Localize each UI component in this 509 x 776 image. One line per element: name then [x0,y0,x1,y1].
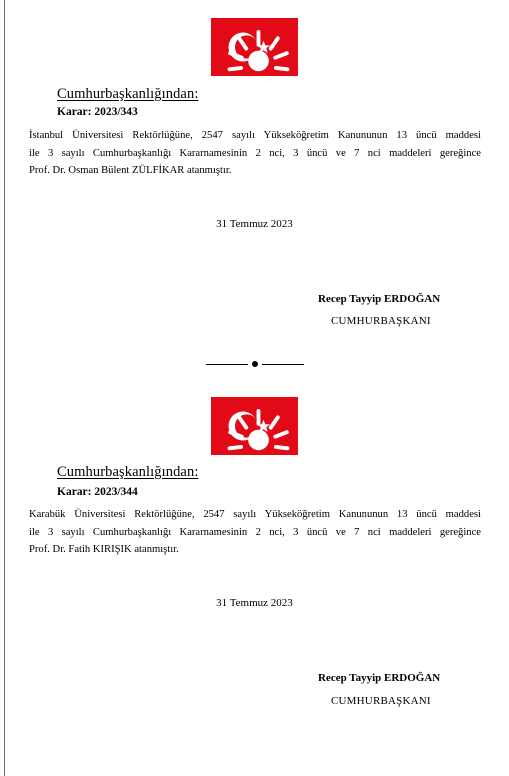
decree-body-line: ile 3 sayılı Cumhurbaşkanlığı Kararnamesinin 2 nci, 3 üncü ve 7 nci maddeleri gereğince [29,147,481,159]
signer-name: Recep Tayyip ERDOĞAN [318,672,441,684]
signer-title: CUMHURBAŞKANI [331,695,431,707]
turkish-flag-icon [211,397,298,455]
decision-number: Karar: 2023/343 [57,106,138,118]
decree-body [29,506,481,559]
issuer-heading: Cumhurbaşkanlığından: [57,86,199,102]
signer-name: Recep Tayyip ERDOĞAN [318,293,441,305]
decree-body [29,127,481,180]
separator-rule-right [262,364,304,365]
presidential-sun-emblem-icon [215,19,302,77]
decree-body-line: Prof. Dr. Osman Bülent ZÜLFİKAR atanmıştır. [29,165,232,177]
decree-body-line: İstanbul Üniversitesi Rektörlüğüne, 2547 sayılı Yükseköğretim Kanununun 13 üncü maddesi [29,130,481,141]
decree-body-line: Karabük Üniversitesi Rektörlüğüne, 2547 sayılı Yükseköğretim Kanununun 13 üncü maddesi [29,509,481,520]
decree-body-line: Prof. Dr. Fatih KIRIŞIK atanmıştır. [29,544,179,556]
separator-rule-left [206,364,248,365]
decree-date: 31 Temmuz 2023 [216,597,293,609]
turkish-flag-icon [211,18,298,76]
presidential-sun-emblem-icon [215,398,302,456]
issuer-heading: Cumhurbaşkanlığından: [57,464,199,480]
section-separator-dot-icon [206,360,304,368]
decree-body-line: ile 3 sayılı Cumhurbaşkanlığı Kararnamesinin 2 nci, 3 üncü ve 7 nci maddeleri gereğince [29,526,481,538]
decree-date: 31 Temmuz 2023 [216,218,293,230]
separator-dot [252,361,258,367]
decision-number: Karar: 2023/344 [57,486,138,498]
page-left-edge [4,0,5,776]
signer-title: CUMHURBAŞKANI [331,315,431,327]
